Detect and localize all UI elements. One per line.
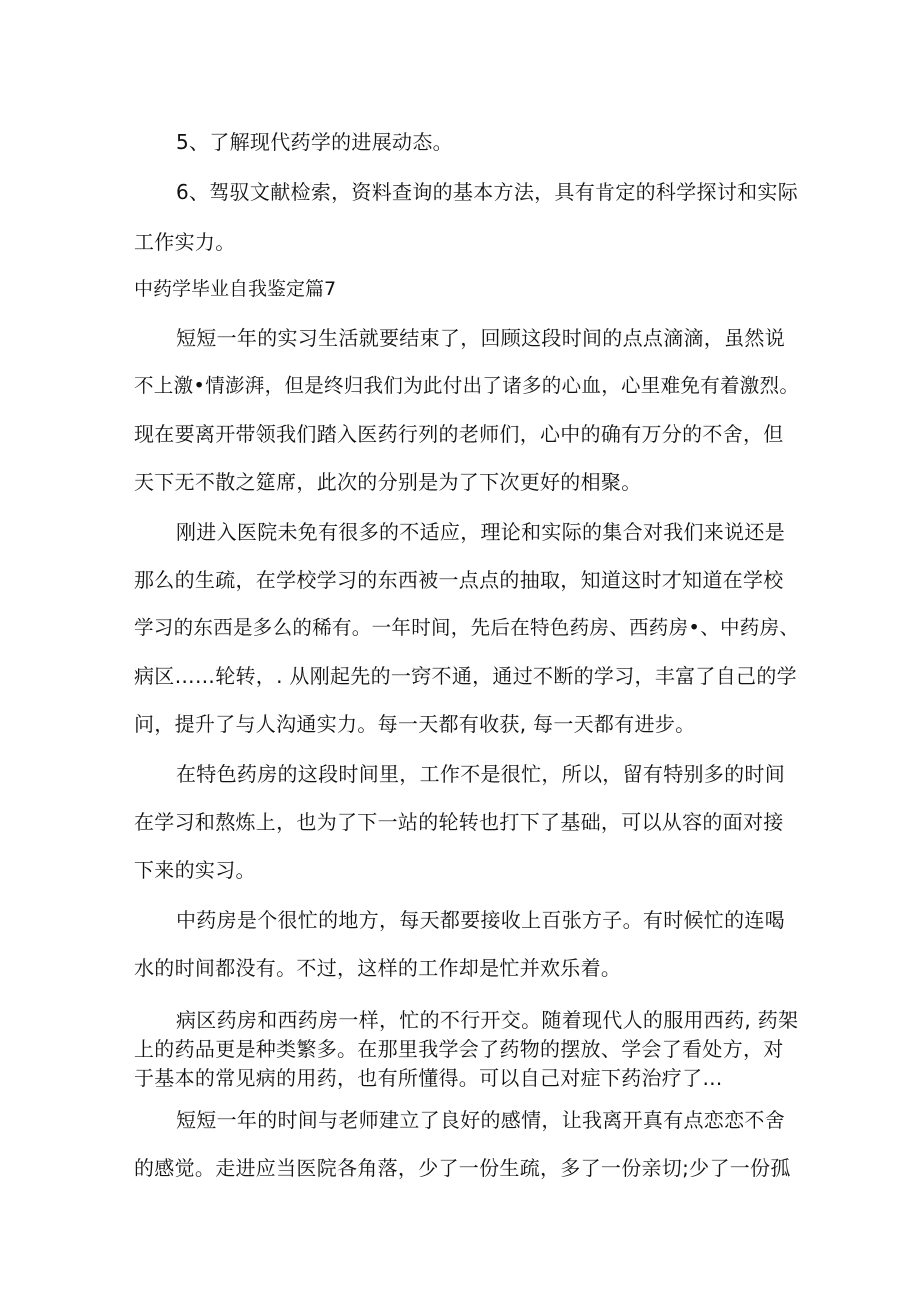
- paragraph-4-line-2: 水的时间都没有。不过，这样的工作却是忙并欢乐着。: [134, 956, 622, 980]
- list-item-6-line-2: 工作实力。: [134, 230, 236, 254]
- paragraph-3-line-3: 下来的实习。: [134, 858, 256, 882]
- paragraph-6-line-2: 的感觉。走进应当医院各角落，少了一份生疏，多了一份亲切;少了一份孤: [134, 1156, 791, 1180]
- paragraph-4-line-1: 中药房是个很忙的地方，每天都要接收上百张方子。有时候忙的连喝: [176, 908, 785, 932]
- list-item-6-line-1: 6、驾驭文献检索，资料查询的基本方法，具有肯定的科学探讨和实际: [176, 180, 799, 204]
- paragraph-1-line-2: 不上激•情澎湃，但是终归我们为此付出了诸多的心血，心里难免有着激烈。: [134, 374, 800, 397]
- paragraph-2-line-1: 刚进入医院未免有很多的不适应，理论和实际的集合对我们来说还是: [176, 520, 785, 544]
- paragraph-1-line-4: 天下无不散之筵席，此次的分别是为了下次更好的相聚。: [134, 470, 642, 494]
- paragraph-2-line-4: 病区……轮转，. 从刚起先的一窍不通，通过不断的学习，丰富了自己的学: [134, 664, 797, 688]
- paragraph-1-line-3: 现在要离开带领我们踏入医药行列的老师们，心中的确有万分的不舍，但: [134, 422, 784, 446]
- paragraph-1-line-1: 短短一年的实习生活就要结束了，回顾这段时间的点点滴滴，虽然说: [176, 326, 785, 350]
- paragraph-6-line-1: 短短一年的时间与老师建立了良好的感情，让我离开真有点恋恋不舍: [176, 1108, 785, 1132]
- paragraph-5-line-2: 上的药品更是种类繁多。在那里我学会了药物的摆放、学会了看处方，对: [134, 1037, 784, 1061]
- list-item-5: 5、了解现代药学的进展动态。: [176, 130, 453, 154]
- paragraph-5-line-1: 病区药房和西药房一样，忙的不行开交。随着现代人的服用西药, 药架: [176, 1008, 799, 1032]
- paragraph-2-line-3: 学习的东西是多么的稀有。一年时间，先后在特色药房、西药房•、中药房、: [134, 616, 800, 639]
- paragraph-3-line-2: 在学习和熬炼上，也为了下一站的轮转也打下了基础，可以从容的面对接: [134, 810, 784, 834]
- section-heading: 中药学毕业自我鉴定篇7: [134, 278, 337, 300]
- paragraph-2-line-5: 问，提升了与人沟通实力。每一天都有收获, 每一天都有进步。: [134, 712, 696, 736]
- paragraph-5-line-3: 于基本的常见病的用药，也有所懂得。可以自己对症下药治疗了…: [134, 1066, 723, 1090]
- paragraph-3-line-1: 在特色药房的这段时间里，工作不是很忙，所以，留有特别多的时间: [176, 762, 785, 786]
- paragraph-2-line-2: 那么的生疏，在学校学习的东西被一点点的抽取，知道这时才知道在学校: [134, 568, 784, 592]
